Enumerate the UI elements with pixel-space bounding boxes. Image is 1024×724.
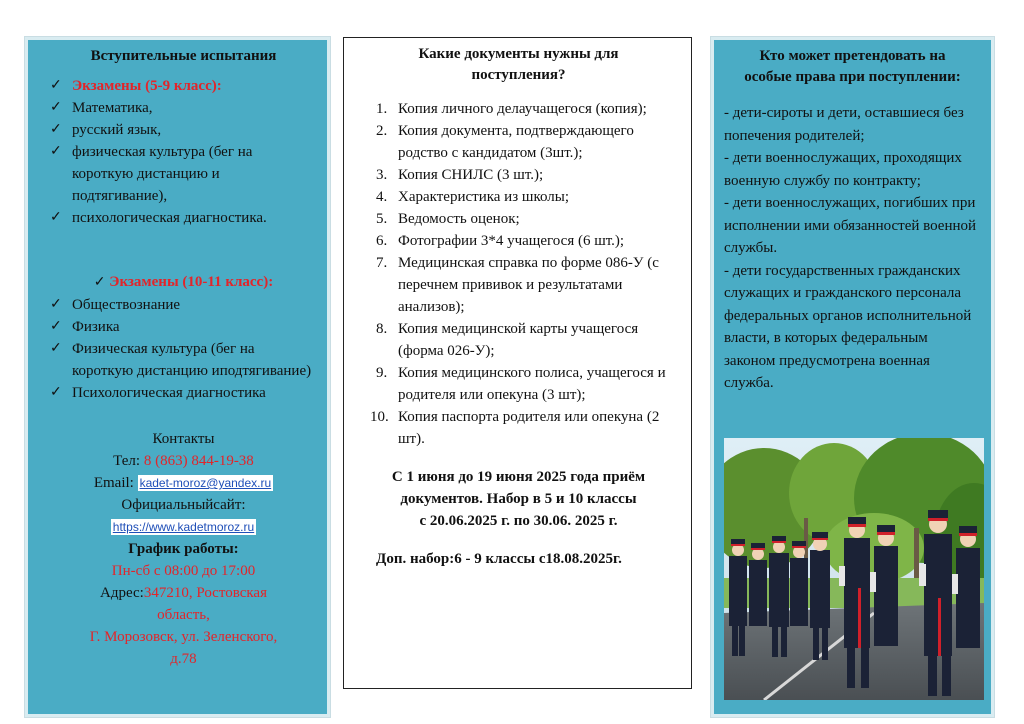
address-label: Адрес: (100, 585, 144, 601)
list-item (358, 120, 679, 164)
site-row (50, 516, 317, 538)
documents-list (358, 98, 679, 450)
admission-dates-line: с 20.06.2025 г. по 30.06. 2025 г. (419, 513, 618, 529)
exam-10-11-heading-row (50, 271, 317, 294)
address-part: 347210, Ростовская (143, 585, 267, 601)
site-label: Официальныйсайт: (121, 497, 246, 513)
doc-number: 8. (376, 321, 388, 337)
email-label: Email: (93, 475, 134, 491)
checkmark-icon: ✓ (50, 122, 62, 137)
checkmark-icon: ✓ (50, 78, 62, 93)
doc-number: 3. (376, 167, 388, 183)
cadets-parade-photo (724, 438, 984, 700)
doc-text: Характеристика из школы; (398, 189, 569, 205)
address-part: Г. Морозовск, ул. Зеленского, (89, 629, 278, 645)
doc-text: Фотографии 3*4 учащегося (6 шт.); (398, 233, 625, 249)
doc-number: 9. (376, 365, 388, 381)
doc-text: Ведомость оценок; (398, 211, 520, 227)
exam-item: русский язык, (72, 122, 162, 138)
address-row (50, 582, 317, 604)
schedule-title: График работы: (128, 541, 239, 557)
cadets-parade-illustration (724, 438, 984, 700)
list-item (358, 208, 679, 230)
checkmark-icon: ✓ (50, 100, 62, 115)
exam-10-11-heading: Экзамены (10-11 класс): (109, 274, 274, 290)
list-item: - дети-сироты и дети, оставшиеся без попечения родителей; (724, 105, 964, 144)
address-part: область, (157, 607, 210, 623)
exam-item: физическая культура (бег на короткую дистанцию и подтягивание), (72, 144, 253, 204)
site-link[interactable]: https://www.kadetmoroz.ru (112, 520, 255, 534)
middle-panel (343, 37, 692, 689)
phone-row (50, 450, 317, 472)
exam-item: Физическая культура (бег на короткую дистанцию иподтягивание) (72, 341, 312, 379)
entrance-tests-title: Вступительные испытания (90, 48, 277, 64)
checkmark-icon: ✓ (50, 341, 62, 356)
list-item (50, 75, 317, 97)
list-item: - дети военнослужащих, погибших при исполнении ими обязанностей военной службы. (724, 195, 977, 256)
schedule-value: Пн-сб с 08:00 до 17:00 (111, 563, 256, 579)
list-item (358, 98, 679, 120)
right-panel (711, 37, 994, 717)
admission-dates-line: документов. Набор в 5 и 10 классы (400, 491, 637, 507)
list-item (50, 141, 317, 207)
list-item (50, 382, 317, 404)
doc-number: 1. (376, 101, 388, 117)
list-item: - дети военнослужащих, проходящих военную службу по контракту; (724, 150, 962, 189)
doc-text: Копия документа, подтверждающего родство с кандидатом (3шт.); (398, 123, 634, 161)
exam-item: Психологическая диагностика (72, 385, 266, 401)
documents-title (358, 44, 679, 86)
phone-label: Тел: (113, 453, 141, 469)
exam-item: Физика (72, 319, 120, 335)
special-rights-list (724, 102, 981, 395)
checkmark-icon: ✓ (50, 144, 62, 159)
doc-text: Копия медицинской карты учащегося (форма 026-У); (398, 321, 639, 359)
checkmark-icon: ✓ (50, 297, 62, 312)
list-item (50, 119, 317, 141)
special-rights-title (724, 46, 981, 88)
checkmark-icon: ✓ (50, 385, 62, 400)
doc-number: 10. (370, 409, 389, 425)
doc-number: 5. (376, 211, 388, 227)
checkmark-icon: ✓ (50, 319, 62, 334)
doc-text: Копия медицинского полиса, учащегося и родителя или опекуна (3 шт); (398, 365, 666, 403)
extra-enrollment: Доп. набор:6 - 9 классы с18.08.2025г. (376, 551, 622, 567)
list-item (50, 316, 317, 338)
exam-item: Математика, (72, 100, 153, 116)
list-item (358, 186, 679, 208)
doc-text: Копия СНИЛС (3 шт.); (398, 167, 544, 183)
list-item (358, 362, 679, 406)
list-item (358, 406, 679, 450)
documents-title-line: поступления? (471, 67, 566, 83)
doc-number: 2. (376, 123, 388, 139)
special-rights-title-line: особые права при поступлении: (744, 69, 961, 85)
admission-dates-line: С 1 июня до 19 июня 2025 года приём (391, 469, 646, 485)
list-item: - дети государственных гражданских служащих и гражданского персонала федеральных органов исполнительной власти, в которых федеральным законом предусмотрена военная служба. (724, 262, 972, 391)
list-item (358, 164, 679, 186)
list-item (50, 207, 317, 229)
list-item (50, 97, 317, 119)
doc-number: 4. (376, 189, 388, 205)
phone-value[interactable]: 8 (863) 844-19-38 (143, 453, 254, 469)
checkmark-icon: ✓ (93, 275, 106, 290)
exam-5-9-heading: Экзамены (5-9 класс): (72, 78, 222, 94)
special-rights-title-line: Кто может претендовать на (759, 48, 946, 64)
exam-5-9-list (50, 75, 317, 229)
list-item (50, 338, 317, 382)
list-item (358, 252, 679, 318)
doc-number: 7. (376, 255, 388, 271)
email-row (50, 472, 317, 494)
doc-text: Копия личного делаучащегося (копия); (398, 101, 647, 117)
doc-number: 6. (376, 233, 388, 249)
exam-item: психологическая диагностика. (72, 210, 267, 226)
documents-title-line: Какие документы нужны для (418, 46, 619, 62)
left-panel (25, 37, 330, 717)
doc-text: Медицинская справка по форме 086-У (с перечнем прививок и результатами анализов); (398, 255, 659, 315)
email-link[interactable]: kadet-moroz@yandex.ru (139, 476, 272, 490)
doc-text: Копия паспорта родителя или опекуна (2 шт). (398, 409, 660, 447)
list-item (358, 230, 679, 252)
address-part: д.78 (170, 651, 197, 667)
exam-item: Обществознание (72, 297, 181, 313)
list-item (358, 318, 679, 362)
checkmark-icon: ✓ (50, 210, 62, 225)
exam-10-11-list (50, 294, 317, 404)
contacts-block (50, 428, 317, 670)
list-item (50, 294, 317, 316)
contacts-title: Контакты (152, 431, 215, 447)
admission-dates (358, 466, 679, 532)
